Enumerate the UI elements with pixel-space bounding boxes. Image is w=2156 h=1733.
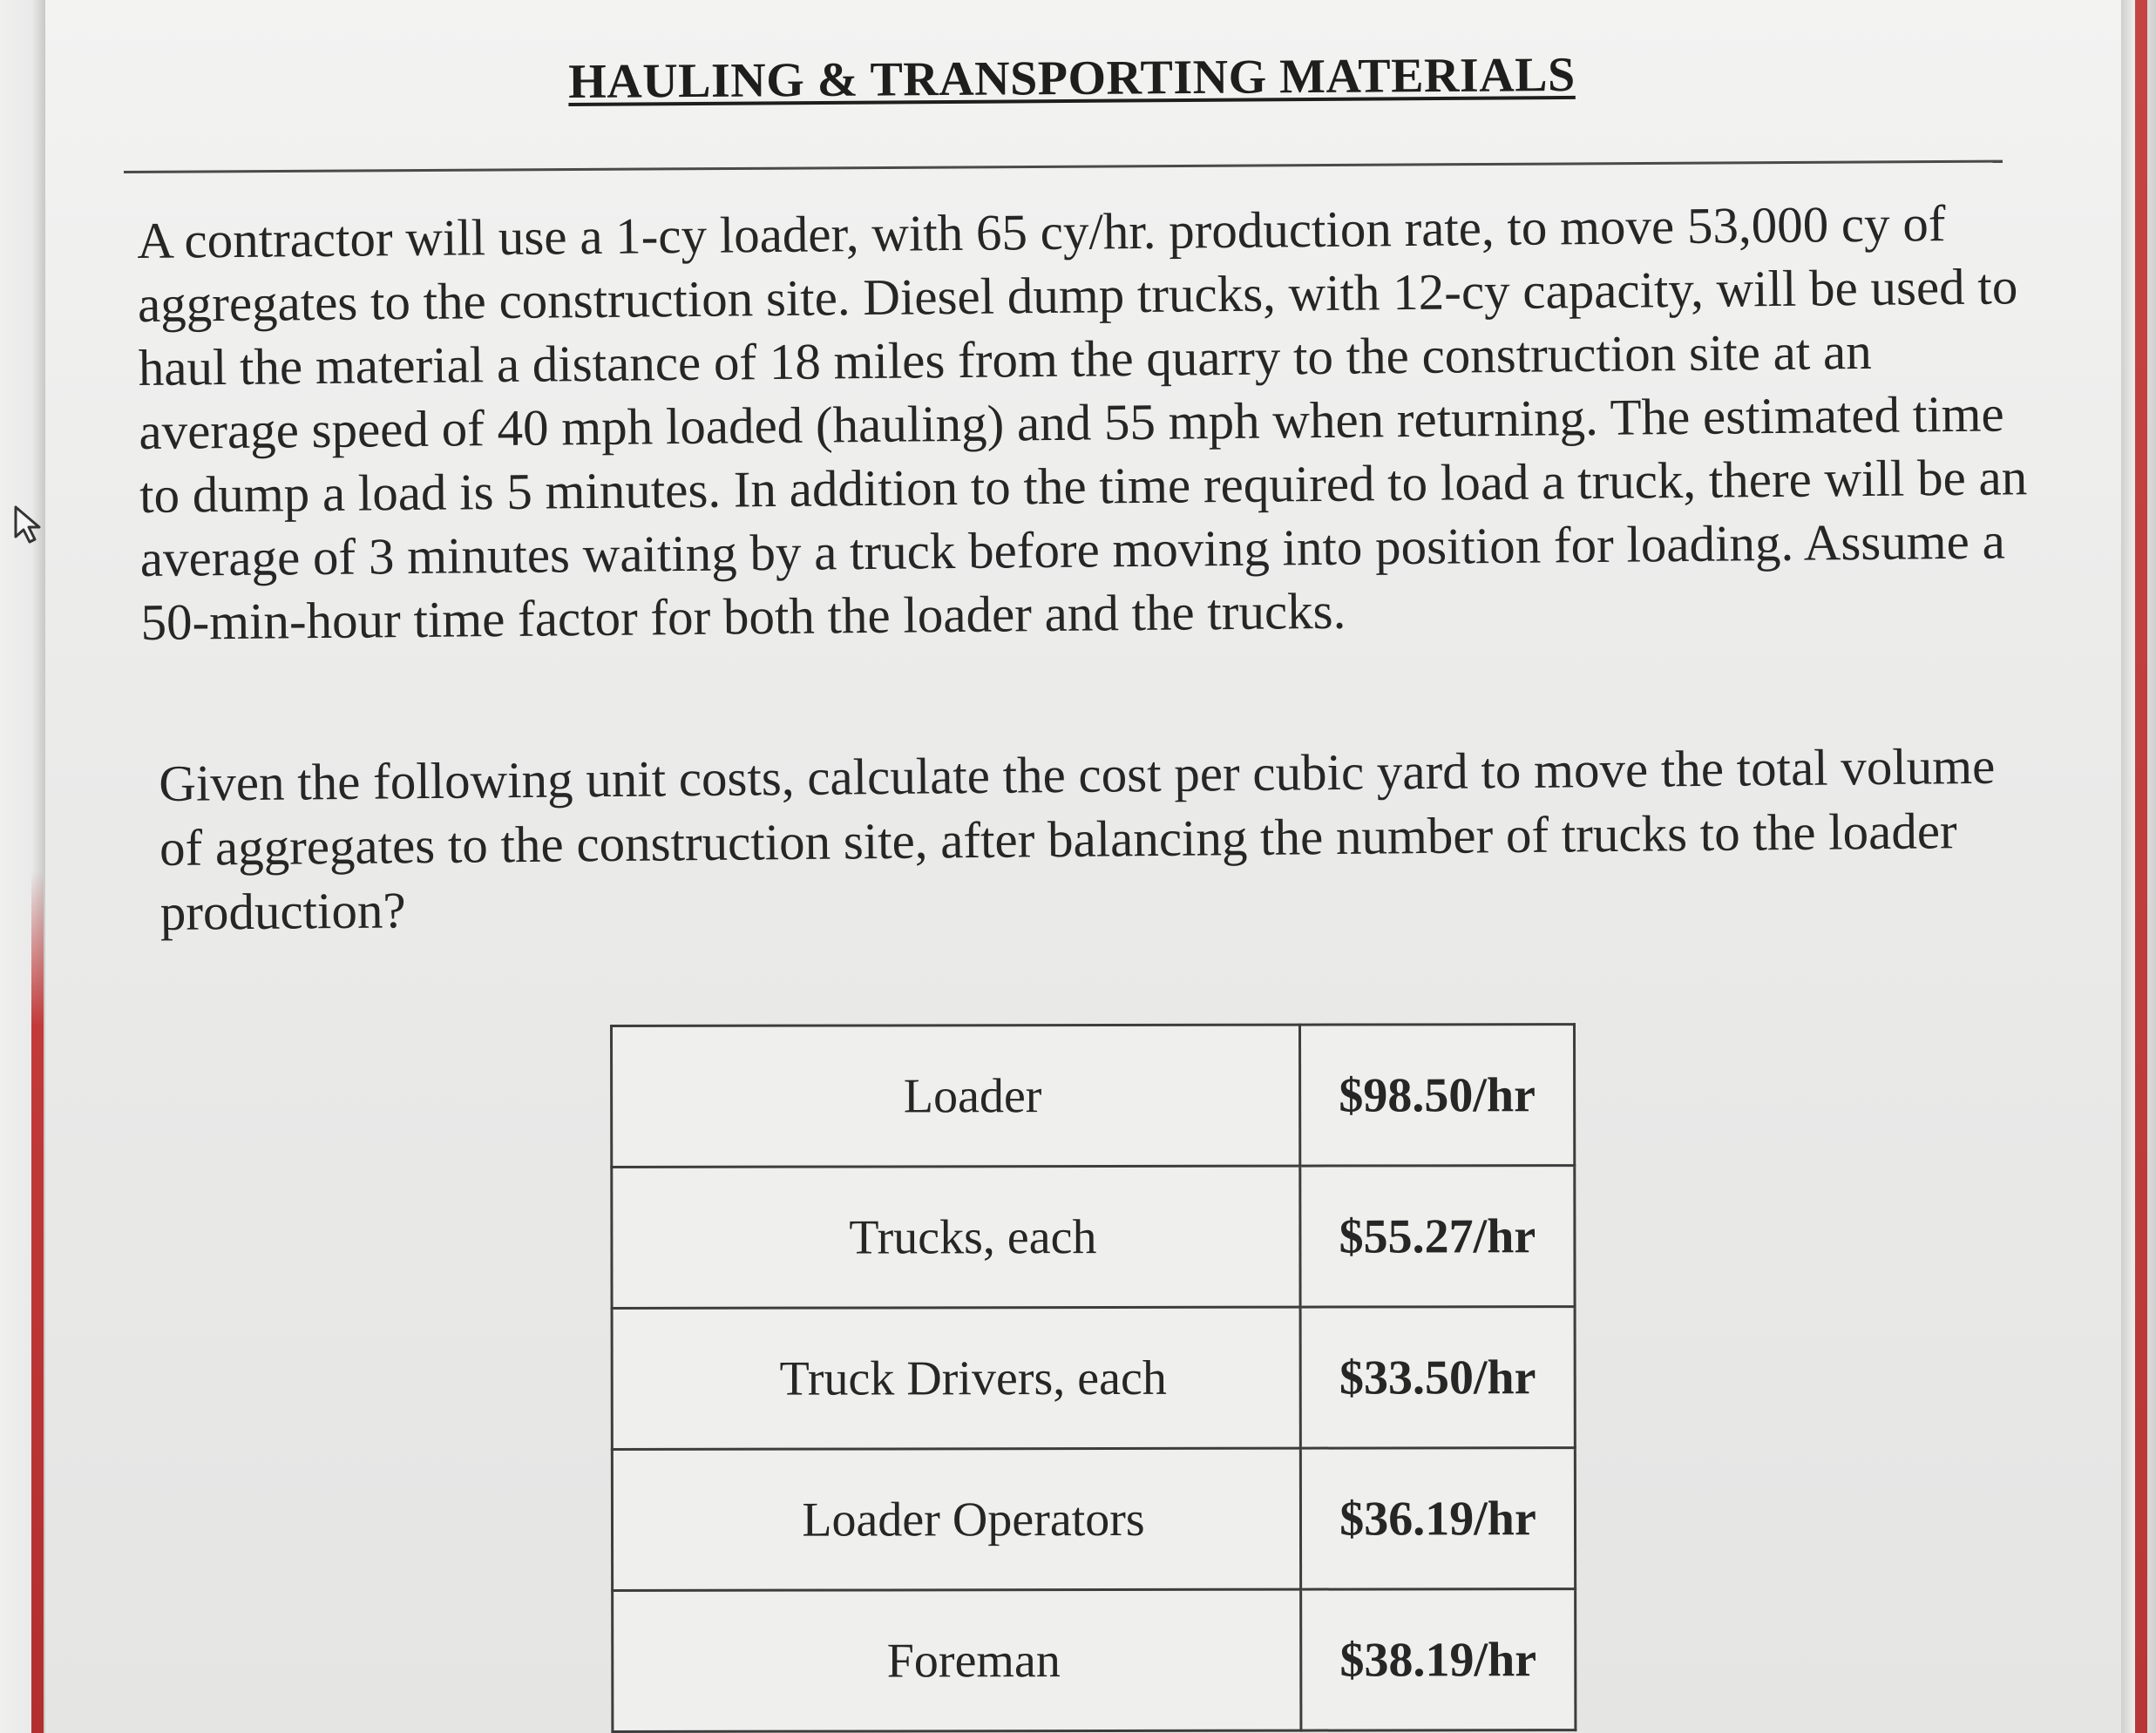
table-row [612, 1448, 1575, 1591]
cost-rate: $98.50/hr [1300, 1025, 1575, 1167]
cost-item: Loader [612, 1025, 1300, 1167]
title-divider [124, 160, 2003, 173]
cost-rate: $38.19/hr [1301, 1589, 1576, 1731]
unit-cost-table [610, 1023, 1576, 1733]
cost-rate: $36.19/hr [1300, 1448, 1575, 1590]
cost-rate: $55.27/hr [1300, 1166, 1575, 1308]
table-row [612, 1025, 1575, 1168]
left-bezel [0, 0, 45, 1733]
cost-item: Truck Drivers, each [612, 1307, 1300, 1449]
question-text: Given the following unit costs, calculate the cost per cubic yard to move the total volume of aggregates to the construction site, after balancing the number of trucks to the loader production? [159, 736, 1996, 941]
left-red-edge [31, 871, 44, 1733]
cost-item: Trucks, each [612, 1166, 1300, 1308]
right-red-edge [2135, 0, 2147, 1733]
cost-rate: $33.50/hr [1300, 1307, 1575, 1449]
page-title: HAULING & TRANSPORTING MATERIALS [568, 47, 1576, 109]
table-row [612, 1166, 1575, 1309]
mouse-pointer-icon [12, 504, 47, 545]
right-bezel [2121, 0, 2156, 1733]
cost-item: Foreman [613, 1589, 1301, 1731]
document-page [45, 0, 2121, 1733]
table-row [613, 1589, 1576, 1732]
cost-item: Loader Operators [612, 1448, 1300, 1590]
problem-statement: A contractor will use a 1-cy loader, with 65 cy/hr. production rate, to move 53,000 cy of aggregates to the construction site. Diesel dump trucks, with 12-cy capacity, will be used to haul the material a distance of 18 miles from the quarry to the construction site at an average speed of 40 mph loaded (hauling) and 55 mph when returning. The estimated time to dump a load is 5 minutes. In addition to the time required to load a truck, there will be an average of 3 minutes waiting by a truck before moving into position for loading. Assume a 50-min-hour time factor for both the loader and the trucks. [137, 194, 2028, 651]
table-row [612, 1307, 1575, 1450]
